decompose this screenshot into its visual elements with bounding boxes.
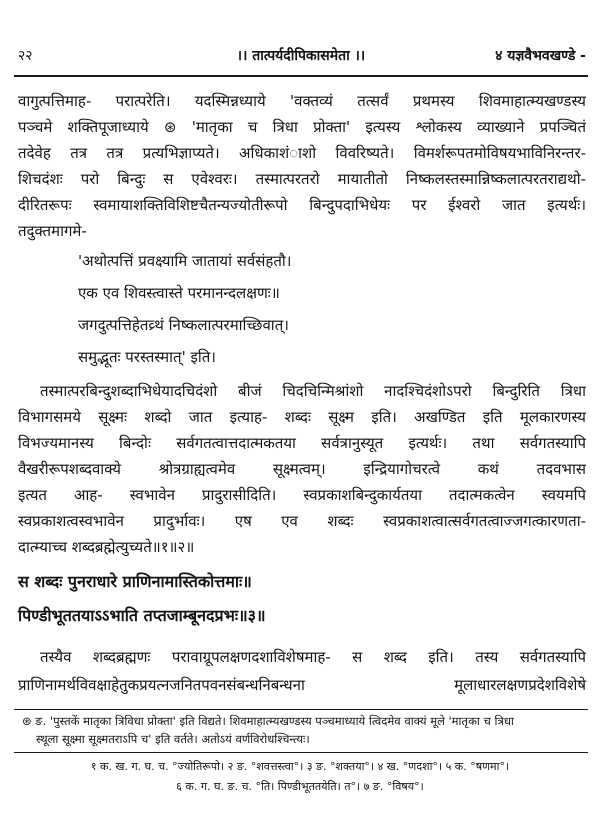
quote-line: 'अथोत्पत्तिं प्रवक्ष्यामि जातायां सर्वसंहतौ। [78,252,292,270]
text-line: वैखरीरूपशब्दवाक्ये श्रोत्रग्राह्यत्वमेव सूक्ष्मत्वम्। इन्द्रियागोचरत्वे कथं तदवभास [18,460,586,478]
running-header [16,46,586,72]
text-line: तस्मात्परबिन्दुशब्दाभिधेयादचिदंशो बीजं चिदचिन्मिश्रांशो नादश्चिदंशोऽपरो बिन्दुरिति त्रिधा [40,382,586,400]
text-line: पञ्चमे शक्तिपूजाध्याये ⊛ 'मातृका च त्रिधा प्रोक्ता' इत्यस्य श्लोकस्य व्याख्याने प्रपञ्चितं [18,118,586,136]
footnote-rule [14,709,588,710]
quote-line: जगदुत्पत्तिहेतव्र्थं निष्कलात्परमाच्छिवात्। [78,316,289,334]
text-line: स्वप्रकाशत्वस्वभावेन प्रादुर्भावः। एष एव शब्दः स्वप्रकाशत्वात्सर्वगतत्वाज्जगत्कारणता- [18,512,586,530]
text-line-left: प्राणिनामर्थविवक्षाहेतुकप्रयत्नजनितपवनसंबन्धनिबन्धना [18,676,305,694]
page-number: २२ [18,48,33,64]
text-line: वागुत्पत्तिमाह- परात्परेति। यदस्मिन्नध्याये 'वक्तव्यं तत्सर्वं प्रथमस्य शिवमाहात्म्यखण्डस्य [18,92,586,110]
text-line: तदुक्तमागमे- [18,222,87,240]
header-rule [14,75,588,77]
variant-readings-line: ६ क. ग. घ. ङ. च. °ति। पिण्डीभूततयेति। त°। ७ ङ. °विषय°। [176,780,424,793]
text-line: विभागसमये सूक्ष्मः शब्दो जात इत्याह- शब्दः सूक्ष्म इति। अखण्डित इति मूलकारणस्य [18,408,586,426]
text-line: शिचदंशः परो बिन्दुः स एवेश्वरः। तस्मात्परतरो मायातीतो निष्कलस्तस्मान्निष्कलात्परतराद्यथो- [18,170,586,188]
text-line: दीरितरूपः स्वमायाशक्तिविशिष्टचैतन्यज्योतीरूपो बिन्दुपदाभिधेयः पर ईश्वरो जात इत्यर्थः। [18,196,586,214]
root-verse-line: स शब्दः पुनराधारे प्राणिनामास्तिकोत्तमाः॥ [18,572,252,591]
text-line: दात्म्याच्च शब्दब्रह्मेत्युच्यते॥१॥२॥ [18,538,195,556]
text-line-right: मूलाधारलक्षणप्रदेशविशेषे [454,676,586,694]
text-line: इत्यत आह- स्वभावेन प्रादुरासीदिति। स्वप्रकाशबिन्दुकार्यतया तदात्मकत्वेन स्वयमपि [18,486,586,504]
text-line: तदेवेह तत्र तत्र प्रत्यभिज्ञाप्यते। अधिकाशंाशो विवरिष्यते। विमर्शरूपतमोविषयभाविनिरन्तर- [18,144,586,162]
section-title: ४ यज्ञवैभवखण्डे - [495,48,586,64]
quote-line: समुद्भूतः परस्तस्मात्' इति। [78,348,216,366]
variant-readings-line: १ क. ख. ग. घ. च. °ज्योतिरूपो। २ ङ. °शवत्तस्त्वा°। ३ ङ. °शक्तया°। ४ ख. °णदशा°। ५ क. °षणमा°। [90,760,510,773]
text-line: विभज्यमानस्य बिन्दोः सर्वगतत्वात्तदात्मकतया सर्वत्रानुस्यूत इत्यर्थः। तथा सर्वगतस्यापि [18,434,586,452]
footnote-line: स्थूला सूक्ष्मा सूक्ष्मतराऽपि च' इति वर्तते। अतोऽयं वर्णविरोधश्चिन्त्यः। [36,732,310,746]
running-title: ।। तात्पर्यदीपिकासमेता ।। [236,48,366,64]
variants-rule [14,752,588,753]
footnote-line: ⊛ ङ. 'पुस्तकें मातृका त्रिविधा प्रोक्ता' इति विद्यते। शिवमाहात्म्यखण्डस्य पञ्चमाध्याये त्विदमेव वाक्यं मूले 'मातृका च त्रिधा [22,714,514,728]
quote-line: एक एव शिवस्त्वास्ते परमानन्दलक्षणः॥ [78,284,280,302]
root-verse-line: पिण्डीभूततयाऽऽभाति तप्तजाम्बूनदप्रभः॥३॥ [18,606,266,625]
text-line: तस्यैव शब्दब्रह्मणः परावाग्रूपलक्षणदशाविशेषमाह- स शब्द इति। तस्य सर्वगतस्यापि [40,648,586,666]
